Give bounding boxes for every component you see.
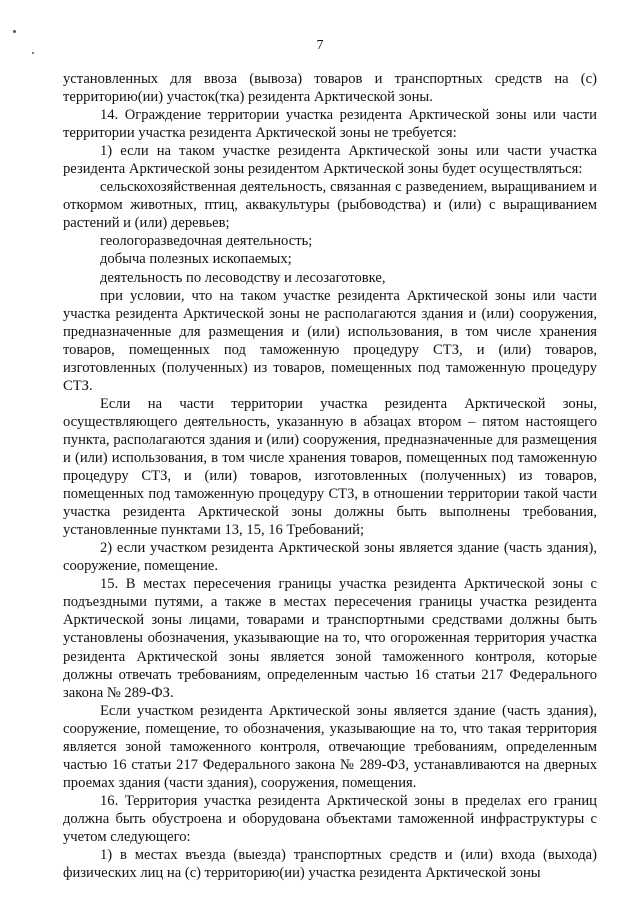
paragraph: сельскохозяйственная деятельность, связанная с разведением, выращиванием и откормом животных, птиц, аквакультуры (рыбоводства) и (или) с выращиванием растений и (или) деревьев;	[63, 179, 597, 232]
paragraph: Если участком резидента Арктической зоны является здание (часть здания), сооружение, помещение, то обозначения, указывающие на то, что такая территория является зоной таможенного контроля, отвечающие требованиям, определенным частью 16 статьи 217 Федерального закона № 289-ФЗ, устанавливаются на дверных проемах здания (части здания), сооружения, помещения.	[63, 702, 597, 791]
paragraph: 2) если участком резидента Арктической зоны является здание (часть здания), сооружение, помещение.	[63, 540, 597, 575]
document-body	[63, 70, 597, 882]
paragraph: деятельность по лесоводству и лесозаготовке,	[100, 269, 386, 286]
paragraph: 16. Территория участка резидента Арктической зоны в пределах его границ должна быть обустроена и оборудована объектами таможенной инфраструктуры с учетом следующего:	[63, 792, 597, 845]
paragraph: 14. Ограждение территории участка резидента Арктической зоны или части территории участка резидента Арктической зоны не требуется:	[63, 107, 597, 142]
paragraph: при условии, что на таком участке резидента Арктической зоны или части участка резидента Арктической зоны не располагаются здания и (или) сооружения, предназначенные для размещения и (или) использования, в том числе хранения товаров, помещенных под таможенную процедуру СТЗ, и (или) товаров, изготовленных (полученных) из товаров, помещенных под таможенную процедуру СТЗ.	[63, 287, 597, 394]
paragraph: добыча полезных ископаемых;	[100, 251, 292, 268]
paragraph: геологоразведочная деятельность;	[100, 233, 313, 250]
paragraph: 1) если на таком участке резидента Арктической зоны или части участка резидента Арктической зоны резидентом Арктической зоны будет осуществляться:	[63, 143, 597, 178]
page-number: 7	[316, 38, 324, 53]
paragraph: 15. В местах пересечения границы участка резидента Арктической зоны с подъездными путями, а также в местах пересечения границы участка резидента Арктической зоны лицами, товарами и транспортными средствами должны быть установлены обозначения, указывающие на то, что огороженная территория участка резидента Арктической зоны является зоной таможенного контроля, которые должны отвечать требованиям, определенным частью 16 статьи 217 Федерального закона № 289-ФЗ.	[63, 576, 597, 701]
scan-speck	[13, 30, 16, 33]
paragraph: установленных для ввоза (вывоза) товаров и транспортных средств на (с) территорию(ии) участок(тка) резидента Арктической зоны.	[63, 71, 597, 106]
paragraph: 1) в местах въезда (выезда) транспортных средств и (или) входа (выхода) физических лиц на (с) территорию(ии) участка резидента Арктической зоны	[63, 847, 597, 882]
paragraph: Если на части территории участка резидента Арктической зоны, осуществляющего деятельность, указанную в абзацах втором – пятом настоящего пункта, располагаются здания и (или) сооружения, предназначенные для размещения и (или) использования, в том числе хранения товаров, помещенных под таможенную процедуру СТЗ, и (или) товаров, изготовленных (полученных) из товаров, помещенных под таможенную процедуру СТЗ, в отношении территории такой части участка резидента Арктической зоны должны быть выполнены требования, установленные пунктами 13, 15, 16 Требований;	[63, 395, 597, 539]
